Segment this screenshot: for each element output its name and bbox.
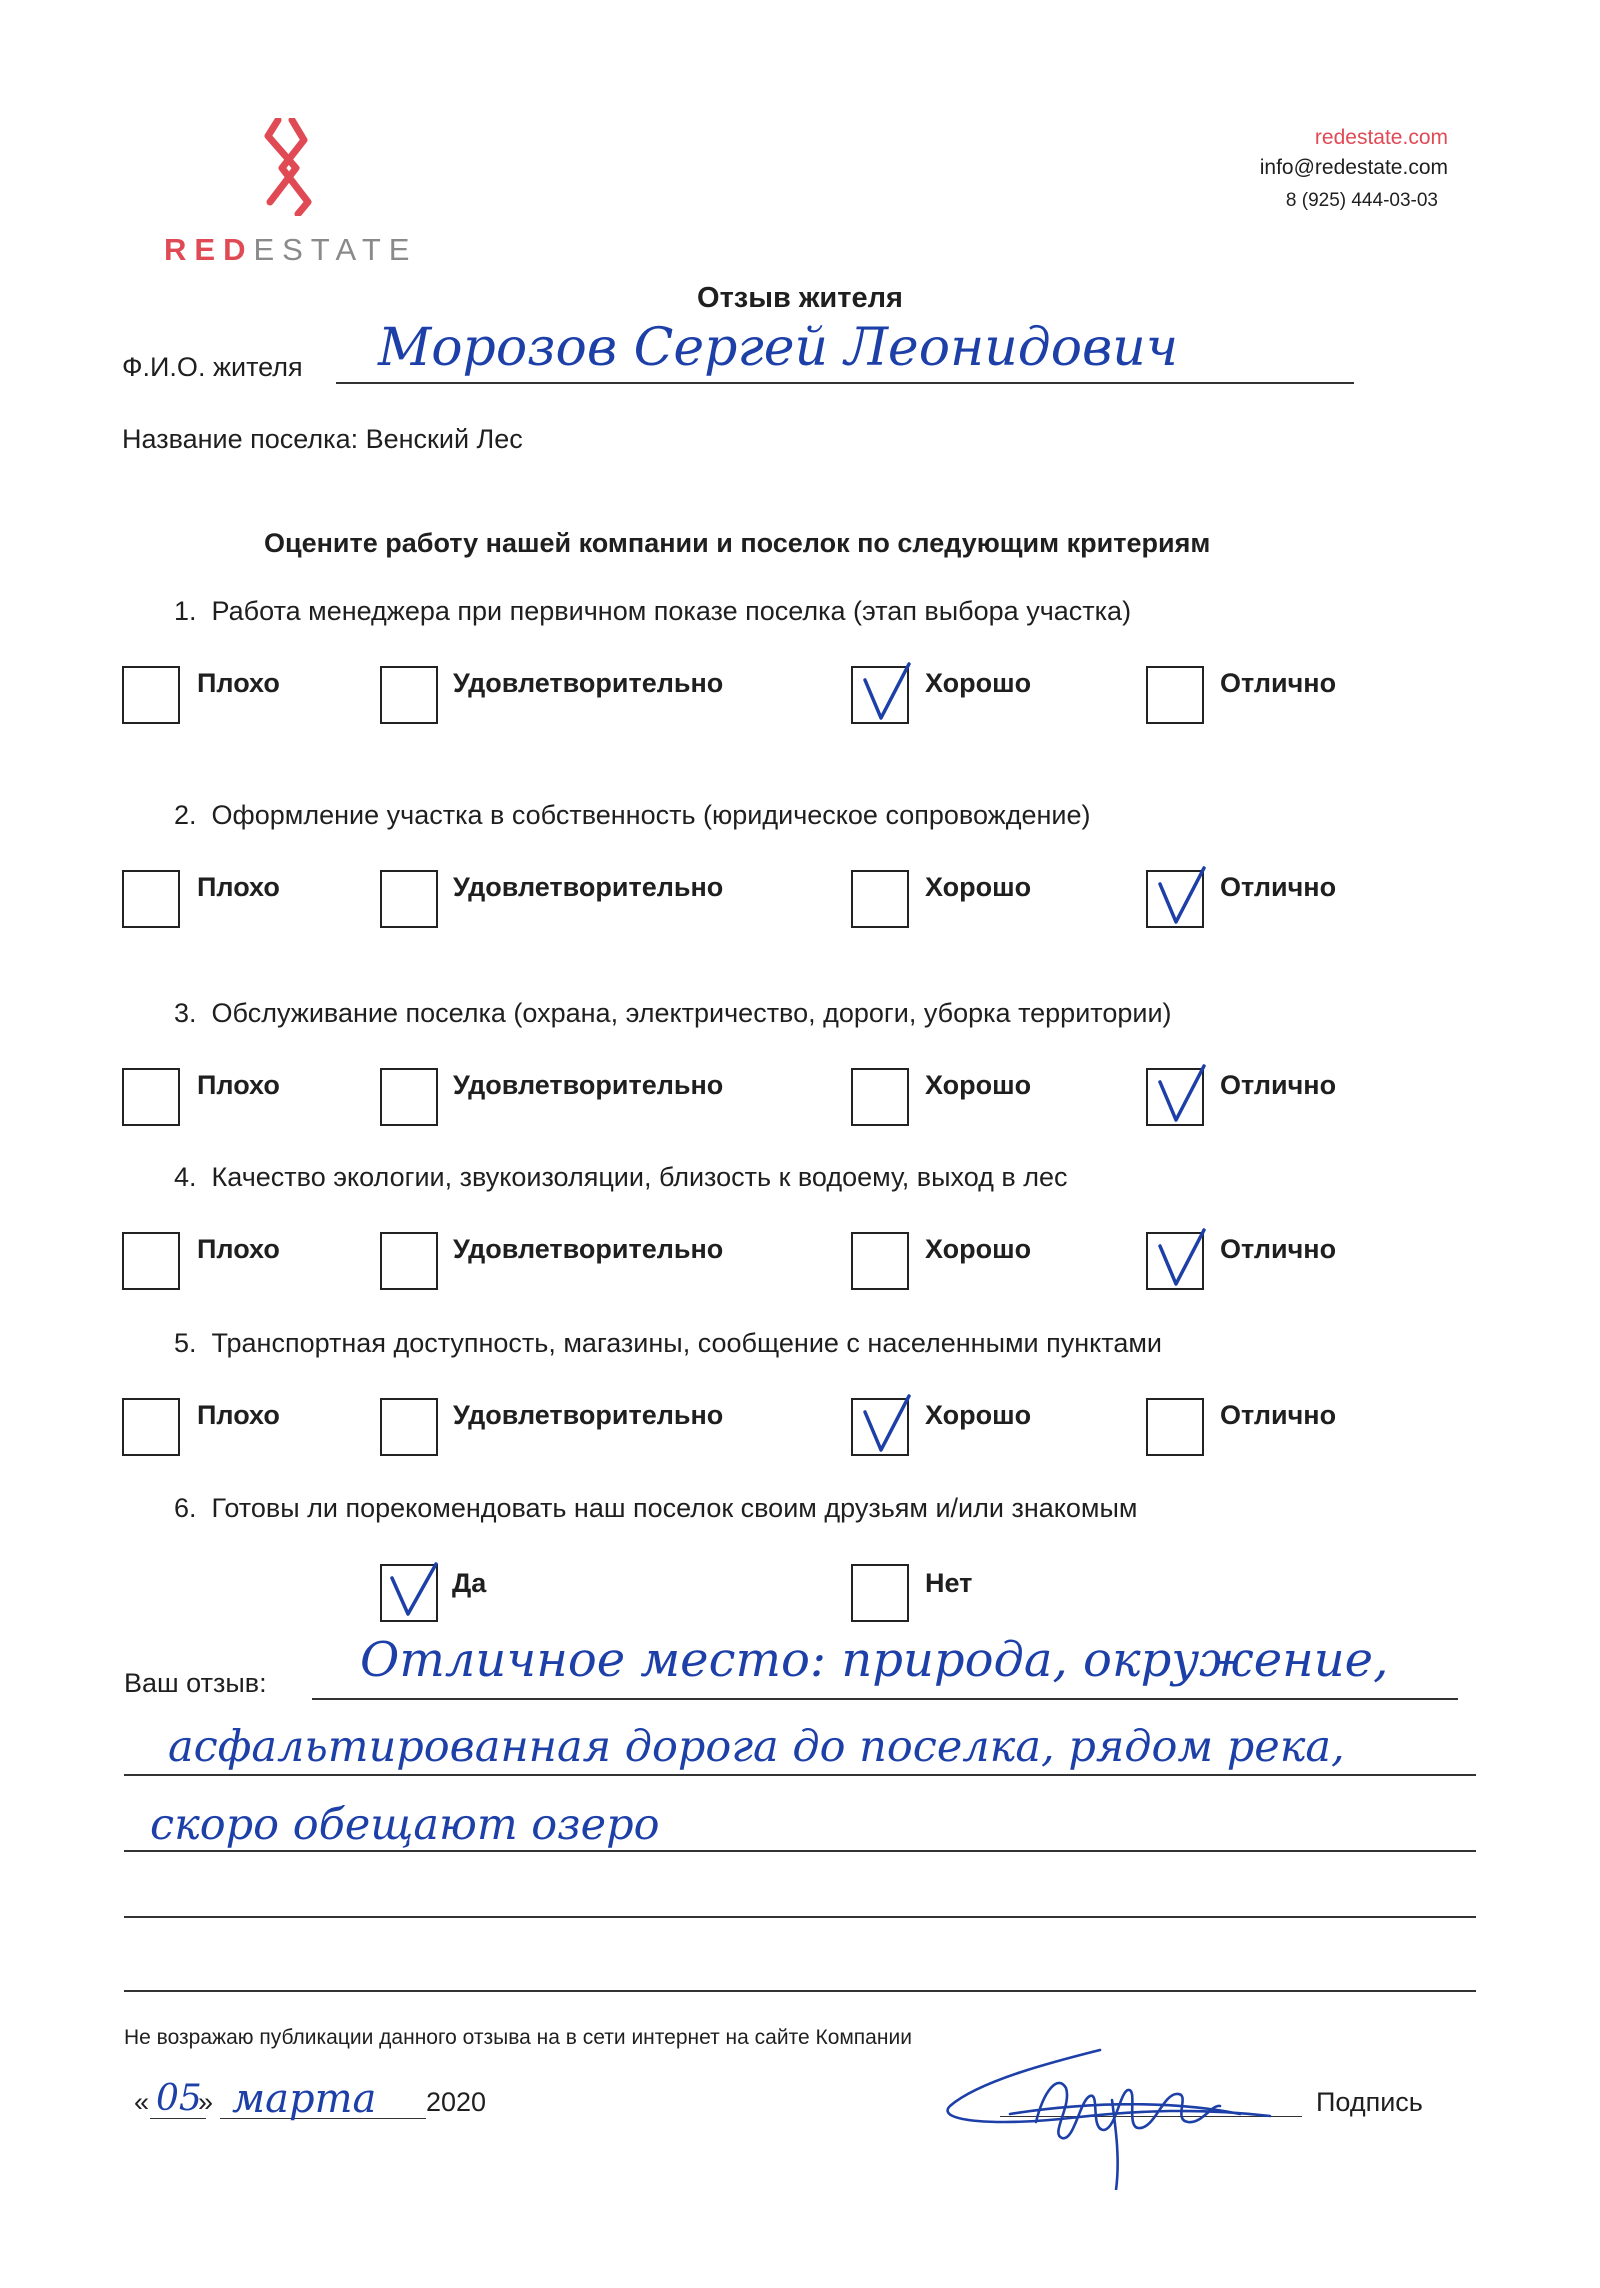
option-q4-label-1: Плохо	[197, 1234, 280, 1264]
date-day: 05	[156, 2078, 202, 2119]
question-1-text: Работа менеджера при первичном показе поселка (этап выбора участка)	[211, 596, 1132, 626]
checkbox-q5-option-1[interactable]	[122, 1398, 180, 1456]
checkbox-q1-option-4[interactable]	[1146, 666, 1204, 724]
question-2-text: Оформление участка в собственность (юридическое сопровождение)	[211, 800, 1091, 830]
checkbox-q1-option-1[interactable]	[122, 666, 180, 724]
option-q5-label-2: Удовлетворительно	[453, 1400, 724, 1430]
checkbox-q5-option-2[interactable]	[380, 1398, 438, 1456]
question-5	[174, 1328, 1162, 1359]
option-no-label: Нет	[925, 1568, 973, 1598]
company-phone: 8 (925) 444-03-03	[1285, 190, 1438, 211]
checkbox-q4-option-1[interactable]	[122, 1232, 180, 1290]
question-1-number: 1.	[174, 596, 197, 626]
question-3-text: Обслуживание поселка (охрана, электричество, дороги, уборка территории)	[211, 998, 1172, 1028]
option-q2-label-3: Хорошо	[925, 872, 1032, 902]
review-text-line-2: асфальтированная дорога до поселка, рядом река,	[168, 1722, 1345, 1772]
company-email[interactable]: info@redestate.com	[1259, 156, 1448, 179]
option-q3-label-3: Хорошо	[925, 1070, 1032, 1100]
company-logo	[160, 118, 420, 268]
question-4	[174, 1162, 1068, 1193]
checkbox-q4-option-4[interactable]	[1146, 1232, 1204, 1290]
village-row	[122, 424, 523, 455]
option-q4-label-2: Удовлетворительно	[453, 1234, 724, 1264]
question-6	[174, 1493, 1137, 1524]
question-1	[174, 596, 1131, 627]
village-value: Венский Лес	[365, 424, 523, 454]
review-text-line-1: Отличное место: природа, окружение,	[360, 1632, 1389, 1688]
option-q4-label-3: Хорошо	[925, 1234, 1032, 1264]
question-5-number: 5.	[174, 1328, 197, 1358]
handwritten-signature	[940, 2030, 1280, 2190]
name-label: Ф.И.О. жителя	[122, 352, 303, 382]
checkbox-q2-option-2[interactable]	[380, 870, 438, 928]
checkmark-icon	[1150, 1236, 1204, 1290]
criteria-heading: Оцените работу нашей компании и поселок по следующим критериям	[264, 528, 1211, 558]
form-title: Отзыв жителя	[697, 282, 903, 314]
checkmark-icon	[855, 670, 909, 724]
checkbox-q5-option-4[interactable]	[1146, 1398, 1204, 1456]
company-website[interactable]: redestate.com	[1314, 126, 1448, 149]
review-line-3	[124, 1850, 1476, 1852]
publication-consent: Не возражаю публикации данного отзыва на в сети интернет на сайте Компании	[124, 2026, 912, 2049]
checkmark-icon	[1150, 874, 1204, 928]
review-text-line-3: скоро обещают озеро	[150, 1800, 660, 1850]
question-5-text: Транспортная доступность, магазины, сообщение с населенными пунктами	[211, 1328, 1162, 1358]
option-yes-label: Да	[452, 1568, 487, 1598]
option-q2-label-2: Удовлетворительно	[453, 872, 724, 902]
question-3-number: 3.	[174, 998, 197, 1028]
option-q3-label-4: Отлично	[1220, 1070, 1337, 1100]
checkbox-q4-option-2[interactable]	[380, 1232, 438, 1290]
logo-wordmark: REDESTATE	[164, 232, 418, 267]
review-line-1	[312, 1698, 1458, 1700]
question-6-number: 6.	[174, 1493, 197, 1523]
review-line-4	[124, 1916, 1476, 1918]
checkbox-q3-option-1[interactable]	[122, 1068, 180, 1126]
review-line-2	[124, 1774, 1476, 1776]
date-day-underline	[150, 2118, 206, 2119]
option-q4-label-4: Отлично	[1220, 1234, 1337, 1264]
checkbox-q3-option-4[interactable]	[1146, 1068, 1204, 1126]
signature-label: Подпись	[1316, 2087, 1423, 2117]
question-4-number: 4.	[174, 1162, 197, 1192]
option-q2-label-4: Отлично	[1220, 872, 1337, 902]
option-q5-label-4: Отлично	[1220, 1400, 1337, 1430]
question-6-text: Готовы ли порекомендовать наш поселок своим друзьям и/или знакомым	[211, 1493, 1138, 1523]
option-q3-label-1: Плохо	[197, 1070, 280, 1100]
option-q2-label-1: Плохо	[197, 872, 280, 902]
checkbox-q1-option-3[interactable]	[851, 666, 909, 724]
name-handwritten: Морозов Сергей Леонидович	[378, 318, 1179, 378]
checkmark-icon	[855, 1402, 909, 1456]
option-q1-label-2: Удовлетворительно	[453, 668, 724, 698]
checkbox-q2-option-3[interactable]	[851, 870, 909, 928]
checkbox-q3-option-2[interactable]	[380, 1068, 438, 1126]
question-4-text: Качество экологии, звукоизоляции, близость к водоему, выход в лес	[211, 1162, 1068, 1192]
question-2-number: 2.	[174, 800, 197, 830]
date-open-quote: «	[134, 2087, 150, 2117]
date-close-quote: »	[198, 2087, 214, 2117]
checkbox-q1-option-2[interactable]	[380, 666, 438, 724]
checkbox-q2-option-4[interactable]	[1146, 870, 1204, 928]
date-year: 2020	[426, 2087, 487, 2117]
checkbox-yes[interactable]	[380, 1564, 438, 1622]
name-underline	[336, 382, 1354, 384]
option-q3-label-2: Удовлетворительно	[453, 1070, 724, 1100]
checkbox-q4-option-3[interactable]	[851, 1232, 909, 1290]
review-label: Ваш отзыв:	[124, 1668, 267, 1698]
date-month: марта	[232, 2076, 377, 2122]
logo-r-mark-icon	[264, 118, 316, 216]
checkmark-icon	[1150, 1072, 1204, 1126]
option-q1-label-1: Плохо	[197, 668, 280, 698]
option-q5-label-3: Хорошо	[925, 1400, 1032, 1430]
checkbox-q2-option-1[interactable]	[122, 870, 180, 928]
checkmark-icon	[384, 1568, 438, 1622]
checkbox-q5-option-3[interactable]	[851, 1398, 909, 1456]
question-3	[174, 998, 1172, 1029]
question-2	[174, 800, 1091, 831]
option-q1-label-3: Хорошо	[925, 668, 1032, 698]
option-q5-label-1: Плохо	[197, 1400, 280, 1430]
option-q1-label-4: Отлично	[1220, 668, 1337, 698]
checkbox-no[interactable]	[851, 1564, 909, 1622]
village-label: Название поселка:	[122, 424, 359, 454]
review-line-5	[124, 1990, 1476, 1992]
checkbox-q3-option-3[interactable]	[851, 1068, 909, 1126]
